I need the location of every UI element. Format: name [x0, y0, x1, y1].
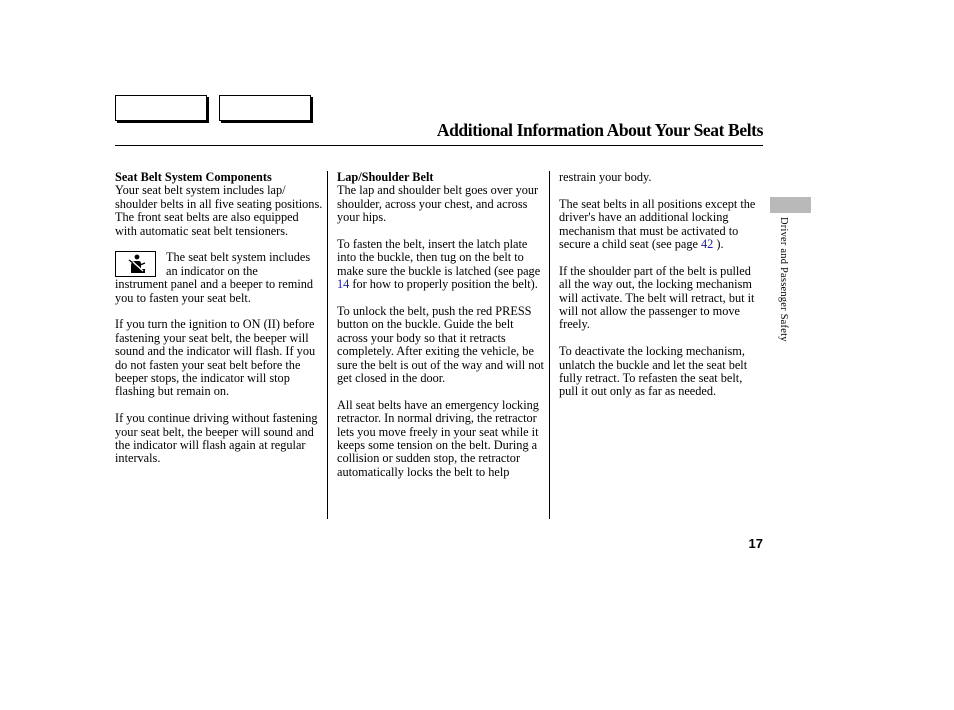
paragraph-text: for how to properly position the belt).	[349, 277, 538, 292]
page-title: Additional Information About Your Seat Belts	[436, 120, 763, 140]
paragraph: Your seat belt system includes lap/ shoulder belts in all five seating positions. The front seat belts are also equipped with automatic seat belt tensioners.	[115, 183, 323, 238]
column-2	[337, 171, 545, 493]
page-link[interactable]: 42	[701, 237, 714, 252]
title-divider	[115, 145, 763, 146]
paragraph: All seat belts have an emergency locking retractor. In normal driving, the retractor lets you move freely in your seat while it keeps some tension on the belt. During a collision or sudden stop, the retractor automatically locks the belt to help	[337, 397, 539, 479]
column-1	[115, 171, 323, 479]
paragraph: If you continue driving without fastening your seat belt, the beeper will sound and the indicator will flash again at regular intervals.	[115, 411, 318, 466]
paragraph: The lap and shoulder belt goes over your shoulder, across your chest, and across your hips.	[337, 183, 539, 225]
paragraph: If the shoulder part of the belt is pulled all the way out, the locking mechanism will activate. The belt will retract, but it will not allow the passenger to move freely.	[559, 263, 755, 332]
paragraph-text: The seat belts in all positions except the driver's have an additional locking mechanism that must be activated to secure a child seat (see page	[559, 196, 756, 252]
section-tab-marker	[770, 197, 811, 213]
paragraph: To unlock the belt, push the red PRESS button on the buckle. Guide the belt across your body so that it retracts completely. After exiting the vehicle, be sure the belt is out of the way and will not get closed in the door.	[337, 304, 544, 386]
paragraph	[337, 238, 545, 292]
seat-belt-reminder-icon	[115, 251, 156, 277]
next-page-button[interactable]	[219, 95, 311, 121]
page-link[interactable]: 14	[337, 277, 350, 292]
page-number: 17	[748, 536, 763, 551]
section-side-label: Driver and Passenger Safety	[778, 217, 789, 342]
section-heading: Seat Belt System Components	[115, 170, 272, 184]
paragraph: To deactivate the locking mechanism, unlatch the buckle and let the seat belt fully retract. To refasten the seat belt, pull it out only as far as needed.	[559, 344, 748, 399]
indicator-text-first: The seat belt system includes an indicator on the	[166, 250, 311, 278]
paragraph: If you turn the ignition to ON (II) before fastening your seat belt, the beeper will sound and the indicator will flash. If you do not fasten your seat belt before the beeper stops, the indicator will stop flashing but remain on.	[115, 317, 316, 399]
indicator-text-rest: instrument panel and a beeper to remind you to fasten your seat belt.	[115, 277, 314, 305]
column-3	[559, 171, 763, 412]
seat-belt-reminder-icon-graphic	[116, 252, 155, 276]
paragraph-text: ).	[713, 237, 724, 252]
section-heading: Lap/Shoulder Belt	[337, 170, 434, 184]
paragraph-text: To fasten the belt, insert the latch plate into the buckle, then tug on the belt to make sure the buckle is latched (see page	[337, 237, 541, 278]
column-divider	[327, 171, 328, 519]
indicator-paragraph	[115, 251, 323, 305]
paragraph	[559, 198, 763, 252]
previous-page-button[interactable]	[115, 95, 207, 121]
paragraph: restrain your body.	[559, 170, 652, 184]
column-divider	[549, 171, 550, 519]
